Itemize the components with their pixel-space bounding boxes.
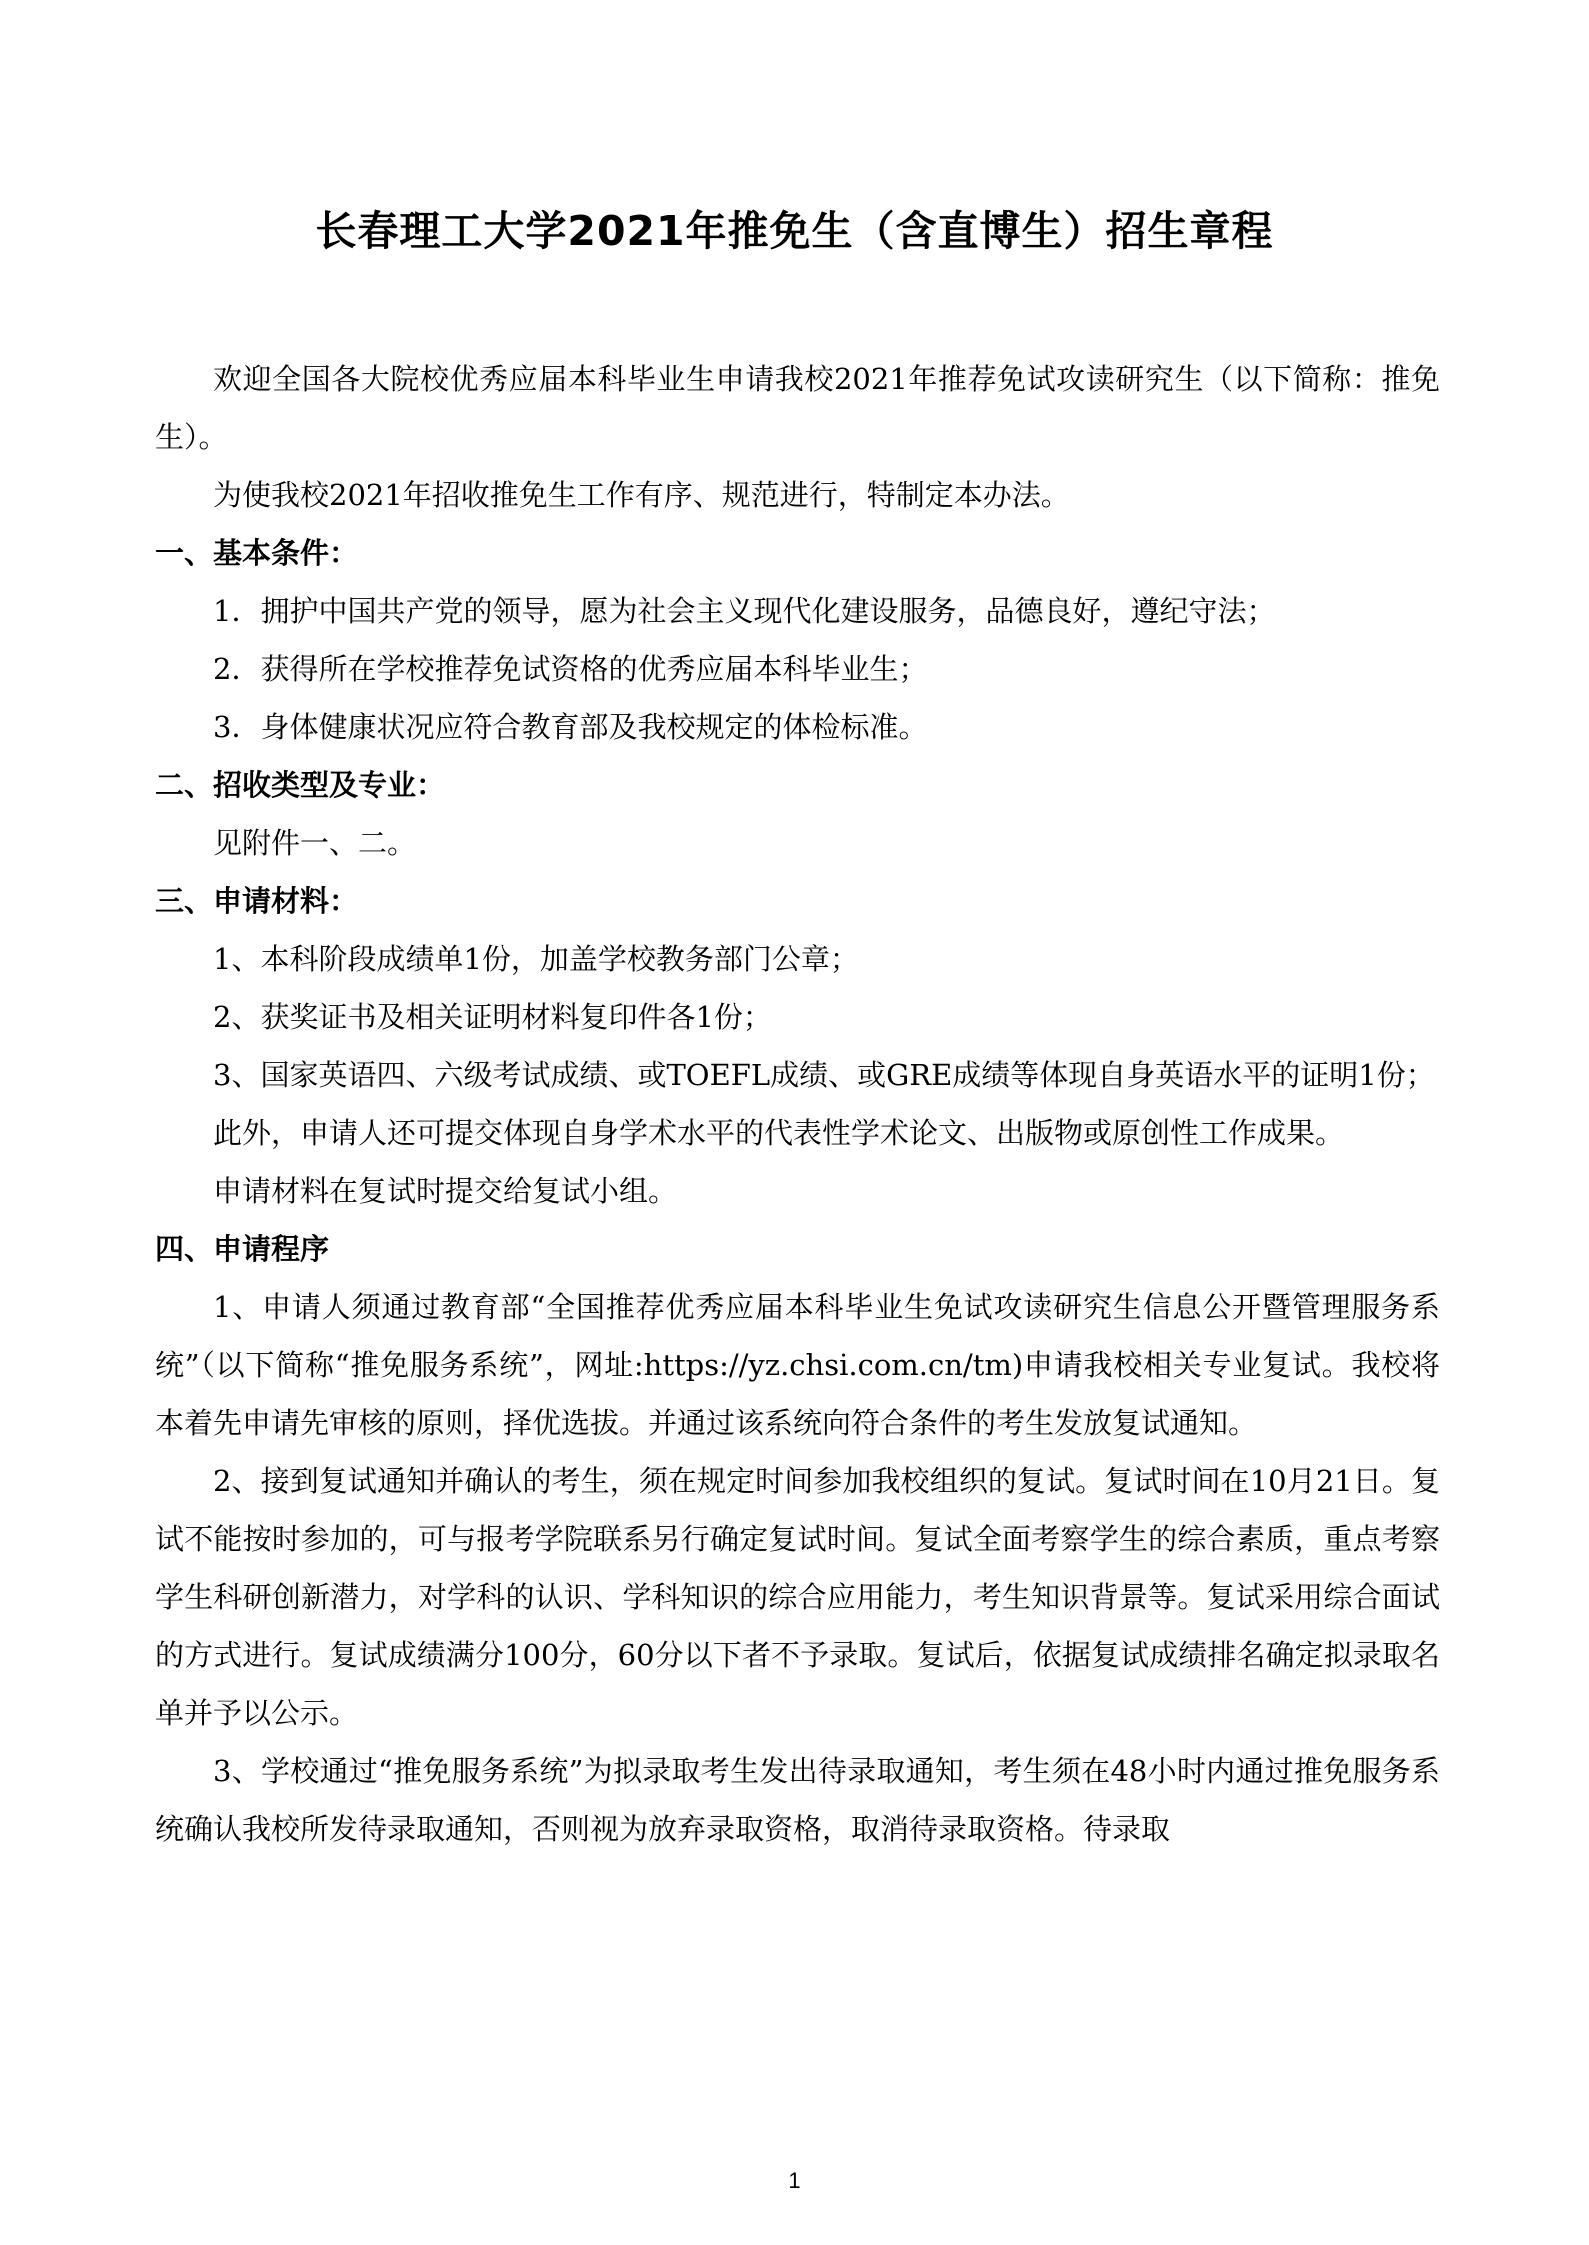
page-number: 1 bbox=[788, 2168, 801, 2193]
list-item: 见附件一、二。 bbox=[213, 826, 417, 860]
intro-paragraph: 为使我校2021年招收推免生工作有序、规范进行，特制定本办法。 bbox=[213, 478, 1070, 512]
list-item: 2、获奖证书及相关证明材料复印件各1份； bbox=[213, 1000, 772, 1034]
list-item: 申请材料在复试时提交给复试小组。 bbox=[213, 1174, 678, 1208]
section-heading: 四、申请程序 bbox=[155, 1232, 330, 1266]
list-item: 1、申请人须通过教育部“全国推荐优秀应届本科毕业生免试攻读研究生信息公开暨管理服务系统”（以下简称“推免服务系统”，网址:https://yz.chsi.com.cn/tm)申请我校相关专业复试。我校将本着先申请先审核的原则，择优选拔。并通过该系统向符合条件的考生发放复试通知。 bbox=[155, 1290, 1440, 1440]
intro-paragraph: 欢迎全国各大院校优秀应届本科毕业生申请我校2021年推荐免试攻读研究生（以下简称：推免生）。 bbox=[155, 362, 1440, 454]
list-item: 1、本科阶段成绩单1份，加盖学校教务部门公章； bbox=[213, 942, 859, 976]
list-item: 1．拥护中国共产党的领导，愿为社会主义现代化建设服务，品德良好，遵纪守法； bbox=[213, 594, 1276, 628]
list-item: 3、学校通过“推免服务系统”为拟录取考生发出待录取通知，考生须在48小时内通过推免服务系统确认我校所发待录取通知，否则视为放弃录取资格，取消待录取资格。待录取 bbox=[155, 1754, 1440, 1846]
list-item: 此外，申请人还可提交体现自身学术水平的代表性学术论文、出版物或原创性工作成果。 bbox=[213, 1116, 1345, 1150]
section-heading: 一、基本条件： bbox=[155, 536, 359, 570]
list-item: 2、接到复试通知并确认的考生，须在规定时间参加我校组织的复试。复试时间在10月21日。复试不能按时参加的，可与报考学院联系另行确定复试时间。复试全面考察学生的综合素质，重点考察学生科研创新潜力，对学科的认识、学科知识的综合应用能力，考生知识背景等。复试采用综合面试的方式进行。复试成绩满分100分，60分以下者不予录取。复试后，依据复试成绩排名确定拟录取名单并予以公示。 bbox=[155, 1464, 1440, 1730]
document-body bbox=[155, 350, 1440, 1858]
list-item: 3．身体健康状况应符合教育部及我校规定的体检标准。 bbox=[213, 710, 928, 744]
section-heading: 二、招收类型及专业： bbox=[155, 768, 446, 802]
section-heading: 三、申请材料： bbox=[155, 884, 359, 918]
list-item: 2．获得所在学校推荐免试资格的优秀应届本科毕业生； bbox=[213, 652, 928, 686]
page-title: 长春理工大学2021年推免生（含直博生）招生章程 bbox=[315, 207, 1274, 255]
list-item: 3、国家英语四、六级考试成绩、或TOEFL成绩、或GRE成绩等体现自身英语水平的证明1份； bbox=[213, 1058, 1435, 1092]
